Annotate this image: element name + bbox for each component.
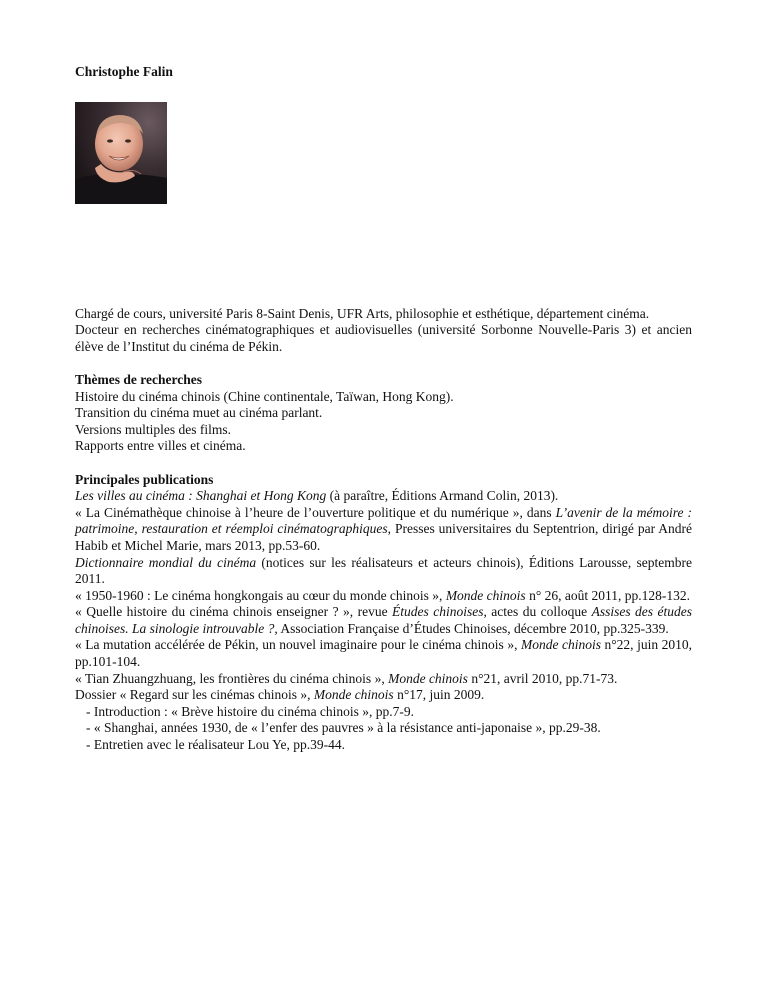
themes-heading: Thèmes de recherches — [75, 371, 202, 387]
publication-details: n°21, avril 2010, pp.71-73. — [467, 670, 618, 686]
publication-details: Dossier « Regard sur les cinémas chinois », — [75, 687, 314, 703]
publication-details: , Association Française d’Études Chinoises, décembre 2010, pp.325-339. — [274, 620, 669, 636]
bio-education: Docteur en recherches cinématographiques et audiovisuelles (université Sorbonne Nouvelle-Paris 3) et ancien élève de l’Institut du cinéma de Pékin. — [75, 322, 692, 354]
document-page — [75, 64, 692, 754]
dossier-subitem: - Entretien avec le réalisateur Lou Ye, pp.39-44. — [86, 737, 346, 753]
publication-title: Études chinoises — [392, 604, 484, 620]
author-photo — [75, 102, 167, 204]
publication-entry — [75, 505, 692, 555]
publication-entry — [75, 637, 692, 670]
publication-details: « Tian Zhuangzhuang, les frontières du cinéma chinois », — [75, 670, 389, 686]
publication-title: Dictionnaire mondial du cinéma — [75, 554, 257, 570]
publication-details: « Quelle histoire du cinéma chinois enseigner ? », revue — [75, 604, 393, 620]
publication-title: Monde chinois — [520, 637, 601, 653]
publication-details: « La mutation accélérée de Pékin, un nouvel imaginaire pour le cinéma chinois », — [75, 637, 521, 653]
theme-item: Histoire du cinéma chinois (Chine continentale, Taïwan, Hong Kong). — [75, 388, 454, 404]
theme-item: Rapports entre villes et cinéma. — [75, 438, 246, 454]
publication-title: Monde chinois — [388, 670, 468, 686]
publication-details: (à paraître, Éditions Armand Colin, 2013). — [326, 488, 559, 504]
publication-details: (notices sur les réalisateurs et acteurs chinois), Éditions Larousse, septembre 2011. — [75, 554, 693, 587]
publication-details: n° 26, août 2011, pp.128-132. — [525, 587, 690, 603]
theme-item: Versions multiples des films. — [75, 421, 231, 437]
bio-position: Chargé de cours, université Paris 8-Saint Denis, UFR Arts, philosophie et esthétique, département cinéma. — [75, 305, 650, 321]
publications-heading: Principales publications — [75, 471, 214, 487]
publication-details: , Presses universitaires du Septentrion, dirigé par André Habib et Michel Marie, mars 2013, pp.53-60. — [75, 521, 693, 553]
publication-entry — [75, 488, 692, 505]
publication-entry — [75, 555, 692, 588]
publication-details: « 1950-1960 : Le cinéma hongkongais au cœur du monde chinois », — [75, 587, 446, 603]
publication-entry — [75, 687, 692, 704]
author-name: Christophe Falin — [75, 64, 173, 79]
publication-details: « La Cinémathèque chinoise à l’heure de l’ouverture politique et du numérique », dans — [75, 504, 556, 520]
publication-title: Assises des études chinoises. La sinologie introuvable ? — [75, 604, 692, 636]
theme-item: Transition du cinéma muet au cinéma parlant. — [75, 405, 323, 421]
publication-entry — [75, 671, 692, 688]
publication-title: Monde chinois — [313, 687, 394, 703]
publication-title: L’avenir de la mémoire : patrimoine, restauration et réemploi cinématographiques — [75, 504, 692, 537]
publication-details: n°17, juin 2009. — [393, 687, 485, 703]
dossier-subitem: - « Shanghai, années 1930, de « l’enfer des pauvres » à la résistance anti-japonaise », pp.29-38. — [86, 720, 601, 736]
publication-entry — [75, 604, 692, 637]
publication-title: Les villes au cinéma : Shanghai et Hong Kong — [75, 488, 327, 504]
publication-title: Monde chinois — [445, 587, 526, 603]
publication-details: n°22, juin 2010, pp.101-104. — [75, 637, 692, 670]
publication-details: , actes du colloque — [483, 604, 592, 620]
publication-entry — [75, 588, 692, 605]
dossier-subitem: - Introduction : « Brève histoire du cinéma chinois », pp.7-9. — [86, 703, 415, 719]
